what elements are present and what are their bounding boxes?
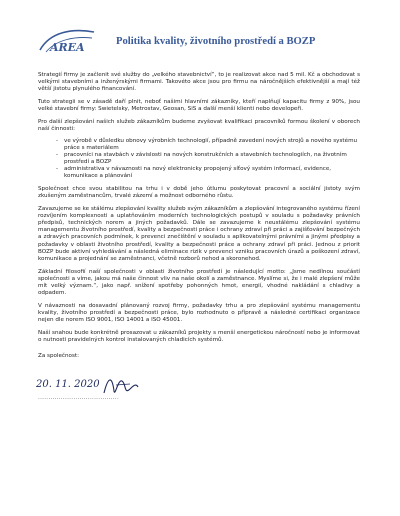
paragraph-commitments: Zavazujeme se ke stálému zlepšování kvality služeb svým zákazníkům a zlepšování integrovaného systému řízení rozvíjením komplexnosti a uplatňováním moderních technologických postupů v souladu s požadavky právních předpisů, technických norem a jiných požadavků. Dále se zavazujeme k neustálému zlepšování systému managementu životního prostředí, kvality a bezpečnosti práce i ochrany zdraví při práci a zajišťování bezpečných a zdravých pracovních podmínek, k prevenci znečištění v souladu s aplikovatelnými právními a jinými předpisy a požadavky v oblasti životního prostředí, kvality a bezpečnosti práce a ochrany zdraví při práci. Jednou z priorit BOZP bude aktivní vyhledávání a následná eliminace rizik v prevenci vzniku pracovních úrazů a poškození zdraví, komunikace a projednání se zaměstnanci, včetně rozborů nehod a skoronehod. bbox=[38, 206, 360, 262]
list-item: - ve výrobě v důsledku obnovy výrobních technologií, případně zavedení nových strojů a nového systému práce s materiálem bbox=[56, 137, 358, 151]
list-item: - pracovníci na stavbách v závislosti na nových konstrukčních a stavebních technologiích, na životním prostředí a BOZP bbox=[56, 151, 347, 165]
paragraph-stability: Společnost chce svou stabilitou na trhu i v době jeho útlumu poskytovat pracovní a sociální jistoty svým zkušeným zaměstnancům, trvalé zázemí a možnost odborného růstu. bbox=[38, 186, 360, 200]
paragraph-strategy: Strategií firmy je začlenit své služby do „velkého stavebnictví“, to je realizovat akce nad 5 mil. Kč a obchodovat s velkými stavebními a inženýrskými firmami. Takovéto akce jsou pro firmu na náročnějších efektivnější a mají též větší jistotu plynulého financování. bbox=[38, 72, 360, 93]
handwritten-date: 20. 11. 2020 bbox=[36, 378, 100, 390]
list-item: - administrativa v návaznosti na nový elektronicky propojený síťový systém informací, evidence, komunikace a plánování bbox=[56, 165, 332, 179]
signature-label: Za společnost: bbox=[38, 352, 79, 359]
signature-dotted-line: ....................................... bbox=[38, 394, 120, 401]
paragraph-philosophy: Základní filosofií naší společnosti v oblasti životního prostředí je následující motto: „Jsme nedílnou součástí společnosti a víme, jakou má naše činnost vliv na naše okolí a zaměstnance. Myslíme si, že i malé zlepšení může mít velký význam.“, jako např. snížení spotřeby pohonných hmot, energií, vhodné nakládání s chladivy a odpadem. bbox=[38, 268, 360, 297]
training-list bbox=[56, 138, 360, 180]
paragraph-energy: Naší snahou bude konkrétně prosazovat u zákazníků projekty s menší energetickou náročností nebo je informovat o nutnosti pravidelných kontrol instalovaných chladicích systémů. bbox=[38, 330, 360, 344]
logo-text: AREA bbox=[50, 41, 85, 54]
page-title: Politika kvality, životního prostředí a BOZP bbox=[116, 36, 316, 47]
company-logo bbox=[36, 26, 98, 60]
paragraph-customers: Tuto strategii se v zásadě daří plnit, neboť našimi hlavními zákazníky, kteří naplňují kapacitu firmy z 90%, jsou velké stavební firmy: Swietelsky, Metrostav, Geosan, SiS a další menší klienti nebo developeři. bbox=[38, 99, 360, 113]
paragraph-training-intro: Pro další zlepšování našich služeb zákazníkům budeme zvyšovat kvalifikaci pracovníků formou školení v oborech naší činnosti: bbox=[38, 119, 360, 133]
document-header bbox=[38, 36, 360, 66]
paragraph-certification: V návaznosti na dosavadní plánovaný rozvoj firmy, požadavky trhu a pro zlepšování systému managementu kvality, životního prostředí a bezpečnosti práce, bylo rozhodnuto o přípravě a následné certifikaci organizace nejen dle norem ISO 9001, ISO 14001 a ISO 45001. bbox=[38, 303, 360, 324]
policy-body bbox=[38, 72, 360, 345]
signature-block bbox=[38, 353, 360, 413]
